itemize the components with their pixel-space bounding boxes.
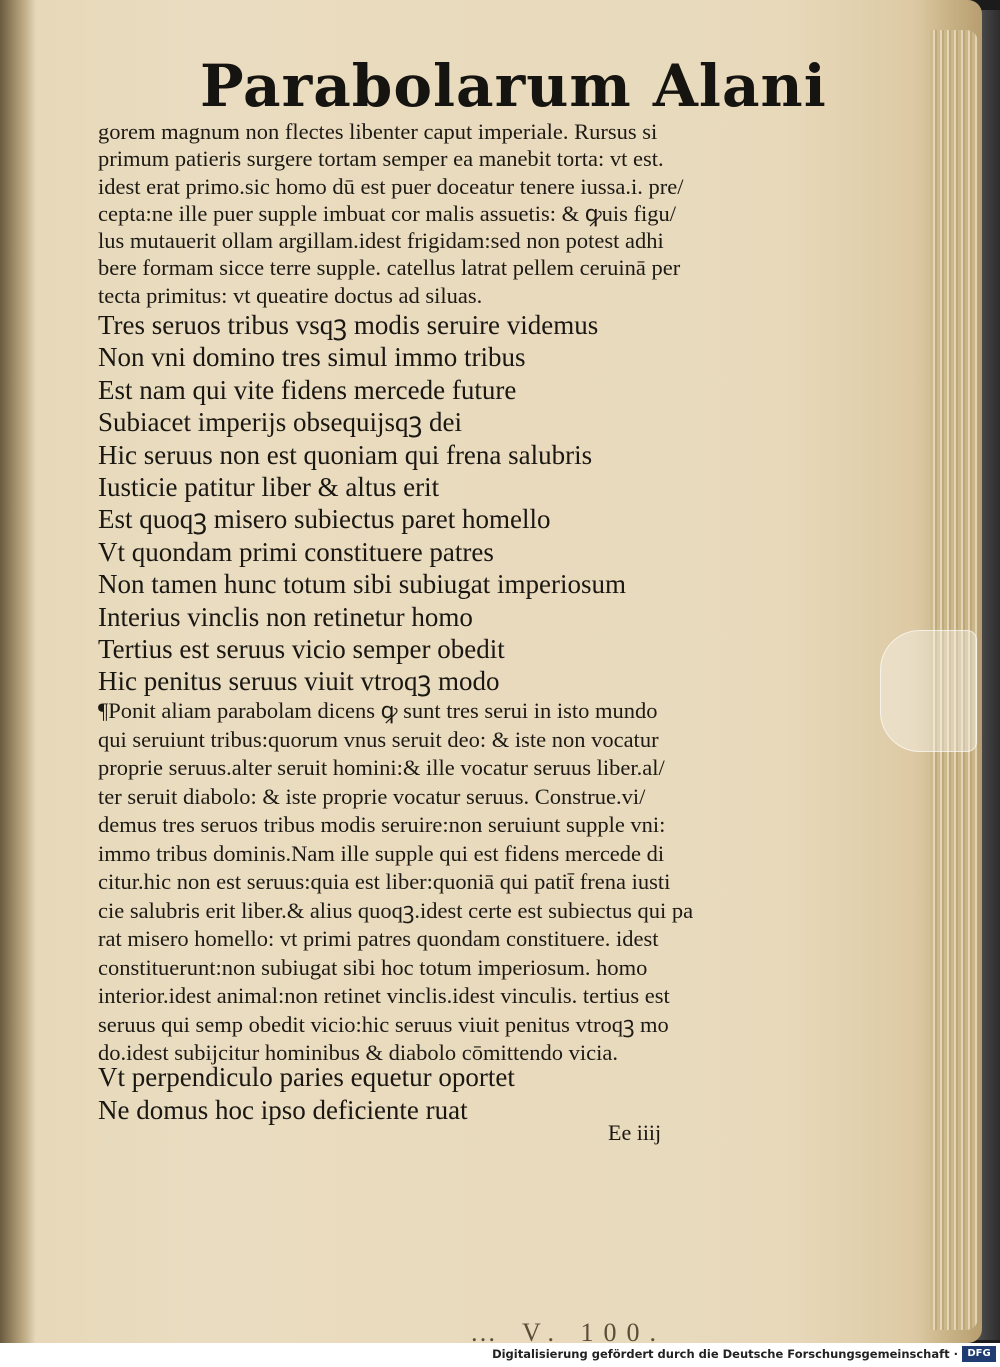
commentary-line: lus mutauerit ollam argillam.idest frigidam:sed non potest adhi bbox=[98, 228, 664, 254]
verse-line: Hic penitus seruus viuit vtroqꝫ modo bbox=[98, 666, 500, 697]
verse-line: Non tamen hunc totum sibi subiugat imperiosum bbox=[98, 569, 626, 600]
verse-line: Subiacet imperijs obsequijsqꝫ dei bbox=[98, 407, 462, 438]
verse-line: Iusticie patitur liber & altus erit bbox=[98, 471, 440, 502]
commentary-line: citur.hic non est seruus:quia est liber:quoniā qui patit̄ frena iusti bbox=[98, 869, 671, 894]
dfg-logo: DFG bbox=[962, 1346, 996, 1362]
commentary-line: demus tres seruos tribus modis seruire:non seruiunt supple vni: bbox=[98, 812, 666, 837]
commentary-line: interior.idest animal:non retinet vinclis.idest vinculis. tertius est bbox=[98, 983, 670, 1008]
commentary-line: idest erat primo.sic homo dū est puer doceatur tenere iussa.i. pre/ bbox=[98, 173, 684, 199]
binding-gutter bbox=[0, 0, 36, 1343]
commentary-line: rat misero homello: vt primi patres quondam constituere. idest bbox=[98, 926, 659, 951]
commentary-line: cepta:ne ille puer supple imbuat cor malis assuetis: & ꝙuis figu/ bbox=[98, 200, 677, 226]
commentary-line: do.idest subijcitur hominibus & diabolo cōmittendo vicia. bbox=[98, 1040, 618, 1065]
commentary-line: proprie seruus.alter seruit homini:& ille vocatur seruus liber.al/ bbox=[98, 755, 665, 780]
verse-line: Tres seruos tribus vsqꝫ modis seruire videmus bbox=[98, 310, 599, 340]
commentary-line: bere formam sicce terre supple. catellus latrat pellem ceruinā per bbox=[98, 255, 681, 281]
commentary-line: cie salubris erit liber.& alius quoqꝫ.idest certe est subiectus qui pa bbox=[98, 897, 694, 923]
commentary-block-1 bbox=[98, 118, 683, 309]
verse-line: Est quoqꝫ misero subiectus paret homello bbox=[98, 504, 551, 535]
verse-line: Non vni domino tres simul immo tribus bbox=[98, 342, 526, 373]
commentary-block-2 bbox=[98, 697, 693, 1068]
commentary-line: primum patieris surgere tortam semper ea manebit torta: vt est. bbox=[98, 146, 664, 172]
footer-bar bbox=[0, 1343, 1000, 1367]
verse-line: Tertius est seruus vicio semper obedit bbox=[98, 633, 505, 664]
verse-line: Vt perpendiculo paries equetur oportet bbox=[98, 1062, 515, 1092]
commentary-line: immo tribus dominis.Nam ille supple qui est fidens mercede di bbox=[98, 840, 665, 866]
verse-line: Ne domus hoc ipso deficiente ruat bbox=[98, 1095, 468, 1125]
commentary-line: ter seruit diabolo: & iste proprie vocatur seruus. Construe.vi/ bbox=[98, 783, 646, 809]
commentary-line: seruus qui semp obedit vicio:hic seruus viuit penitus vtroqꝫ mo bbox=[98, 1011, 669, 1037]
commentary-line: gorem magnum non flectes libenter caput imperiale. Rursus si bbox=[98, 119, 658, 144]
running-header: Parabolarum Alani bbox=[200, 52, 827, 120]
commentary-line: qui seruiunt tribus:quorum vnus seruit deo: & iste non vocatur bbox=[98, 726, 659, 752]
verse-line: Interius vinclis non retinetur homo bbox=[98, 601, 473, 632]
verse-line: Vt quondam primi constituere patres bbox=[98, 536, 494, 567]
commentary-line: ¶Ponit aliam parabolam dicens ꝙ sunt tres serui in isto mundo bbox=[98, 698, 658, 723]
shelfmark: … V. 100. bbox=[470, 1318, 666, 1343]
verse-block-2 bbox=[98, 1061, 515, 1127]
signature-mark: Ee iiij bbox=[608, 1120, 662, 1145]
verse-line: Hic seruus non est quoniam qui frena salubris bbox=[98, 439, 593, 470]
plastic-clip bbox=[880, 630, 977, 752]
footer-credit: Digitalisierung gefördert durch die Deutsche Forschungsgemeinschaft · bbox=[492, 1347, 958, 1361]
commentary-line: tecta primitus: vt queatire doctus ad siluas. bbox=[98, 282, 483, 308]
verse-line: Est nam qui vite fidens mercede future bbox=[98, 374, 517, 405]
verse-block-1 bbox=[98, 309, 626, 698]
commentary-line: constituerunt:non subiugat sibi hoc totum imperiosum. homo bbox=[98, 954, 648, 980]
